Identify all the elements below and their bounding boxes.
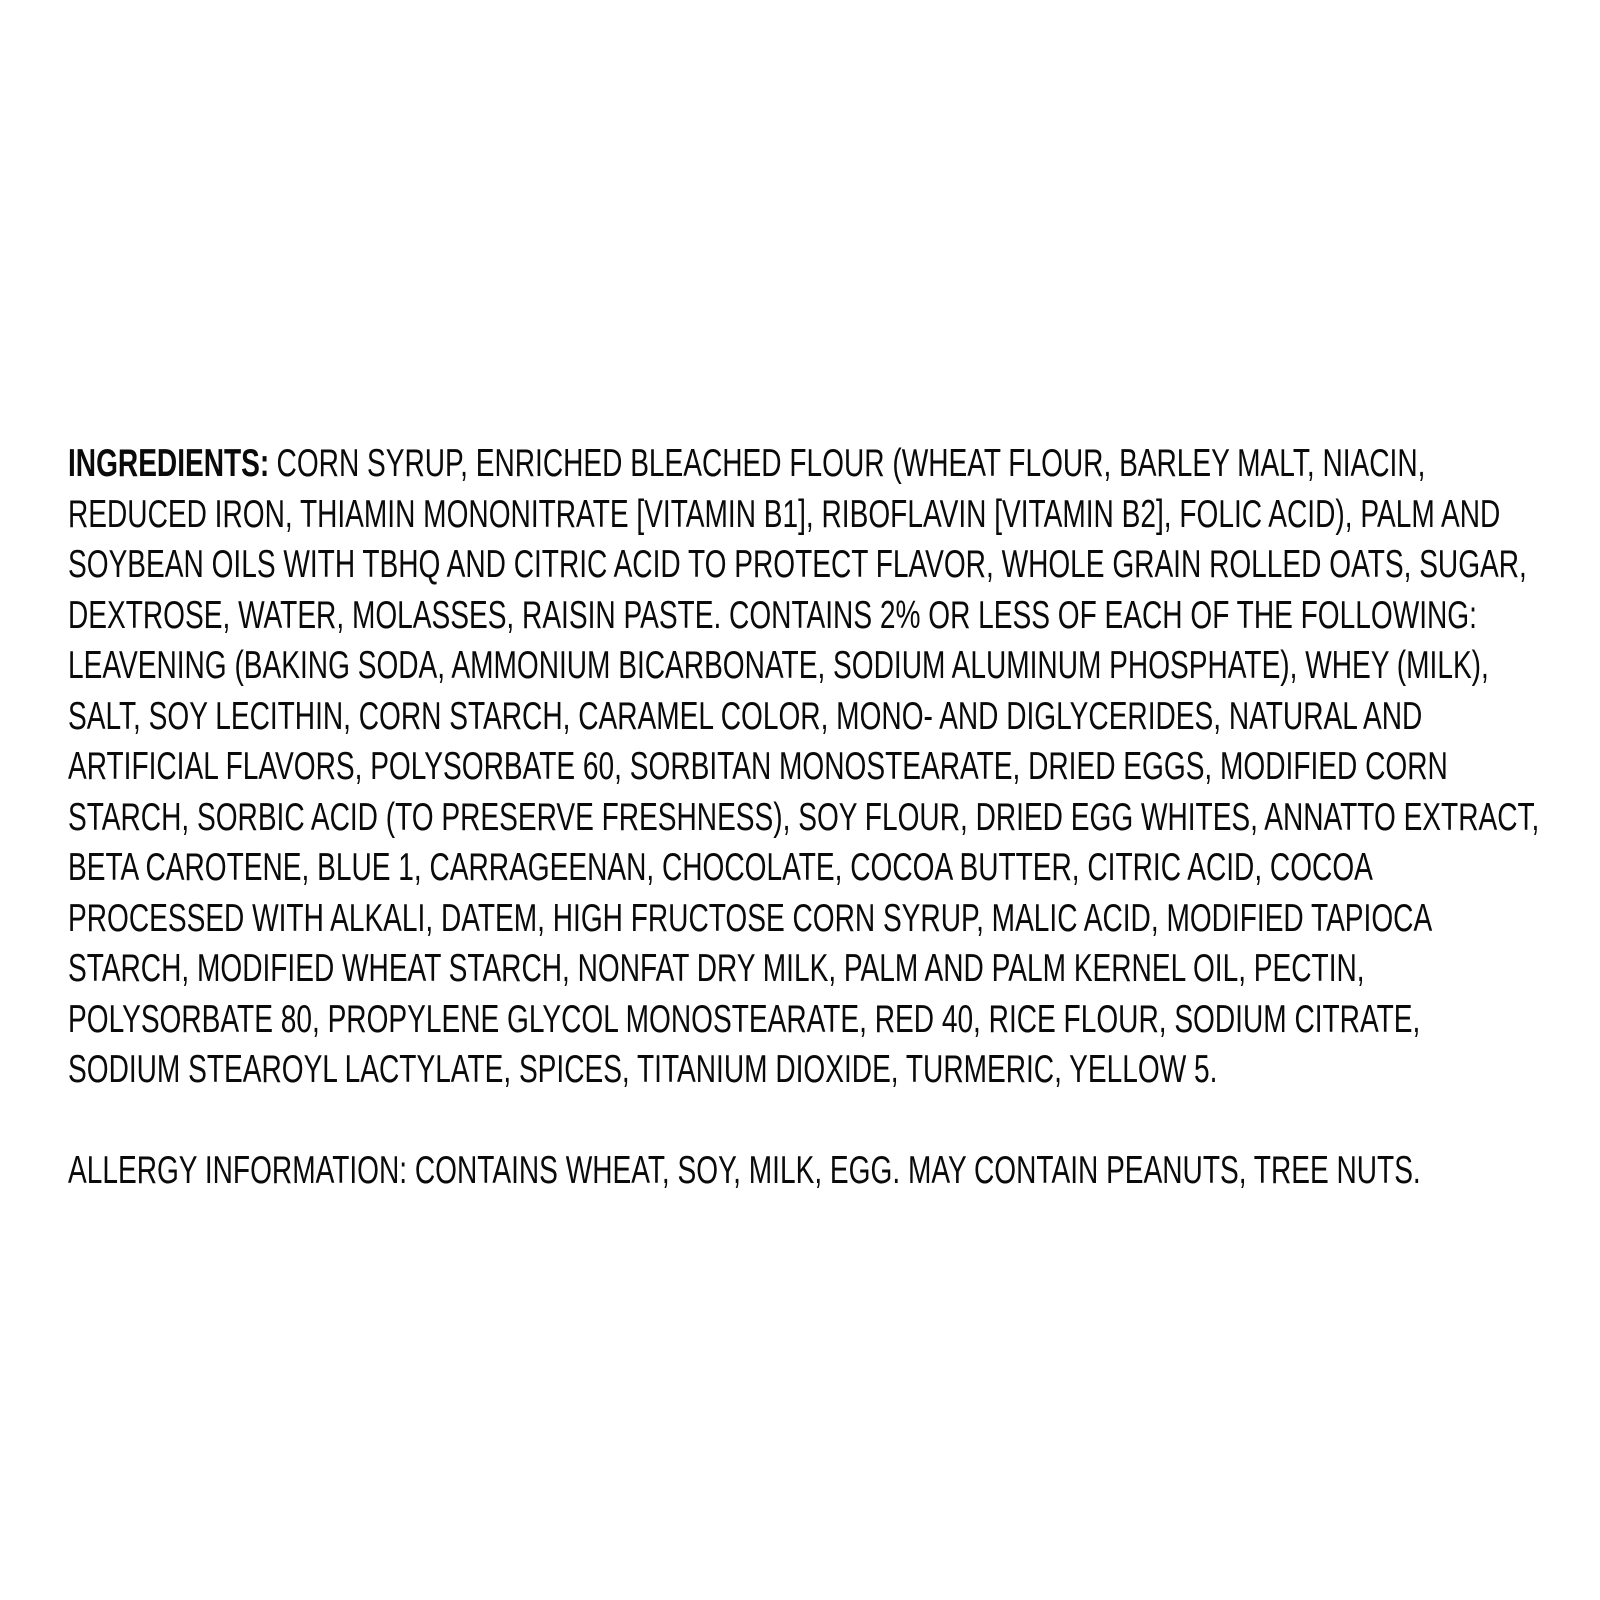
ingredients-line: SALT, SOY LECITHIN, CORN STARCH, CARAMEL COLOR, MONO- AND DIGLYCERIDES, NATURAL AND — [68, 694, 1423, 738]
ingredients-line: STARCH, SORBIC ACID (TO PRESERVE FRESHNESS), SOY FLOUR, DRIED EGG WHITES, ANNATTO EXTRACT, — [68, 795, 1540, 839]
condensed-text-wrapper — [68, 439, 1539, 1197]
ingredients-line: PROCESSED WITH ALKALI, DATEM, HIGH FRUCTOSE CORN SYRUP, MALIC ACID, MODIFIED TAPIOCA — [68, 896, 1433, 940]
ingredients-line: STARCH, MODIFIED WHEAT STARCH, NONFAT DRY MILK, PALM AND PALM KERNEL OIL, PECTIN, — [68, 947, 1365, 990]
ingredients-line: ARTIFICIAL FLAVORS, POLYSORBATE 60, SORBITAN MONOSTEARATE, DRIED EGGS, MODIFIED CORN — [68, 745, 1448, 788]
ingredients-first-line-text: CORN SYRUP, ENRICHED BLEACHED FLOUR (WHEAT FLOUR, BARLEY MALT, NIACIN, — [276, 442, 1426, 485]
ingredients-line: BETA CAROTENE, BLUE 1, CARRAGEENAN, CHOCOLATE, COCOA BUTTER, CITRIC ACID, COCOA — [68, 846, 1373, 889]
allergy-paragraph — [68, 1146, 1539, 1197]
ingredients-line: DEXTROSE, WATER, MOLASSES, RAISIN PASTE. CONTAINS 2% OR LESS OF EACH OF THE FOLLOWING: — [68, 593, 1477, 637]
ingredients-line: REDUCED IRON, THIAMIN MONONITRATE [VITAMIN B1], RIBOFLAVIN [VITAMIN B2], FOLIC ACID), PALM AND — [68, 492, 1501, 536]
ingredients-line: SOYBEAN OILS WITH TBHQ AND CITRIC ACID TO PROTECT FLAVOR, WHOLE GRAIN ROLLED OATS, SUGAR, — [68, 543, 1527, 586]
ingredients-line: SODIUM STEAROYL LACTYLATE, SPICES, TITANIUM DIOXIDE, TURMERIC, YELLOW 5. — [68, 1048, 1218, 1091]
ingredients-lines — [68, 490, 1539, 1096]
ingredients-first-line — [68, 439, 1539, 490]
ingredients-line: LEAVENING (BAKING SODA, AMMONIUM BICARBONATE, SODIUM ALUMINUM PHOSPHATE), WHEY (MILK), — [68, 644, 1489, 687]
ingredients-paragraph — [68, 439, 1539, 1096]
ingredients-line: POLYSORBATE 80, PROPYLENE GLYCOL MONOSTEARATE, RED 40, RICE FLOUR, SODIUM CITRATE, — [68, 997, 1421, 1041]
label-text-block — [68, 439, 1600, 1197]
ingredients-heading: INGREDIENTS: — [68, 442, 270, 485]
allergy-statement: ALLERGY INFORMATION: CONTAINS WHEAT, SOY, MILK, EGG. MAY CONTAIN PEANUTS, TREE NUTS. — [68, 1149, 1421, 1192]
